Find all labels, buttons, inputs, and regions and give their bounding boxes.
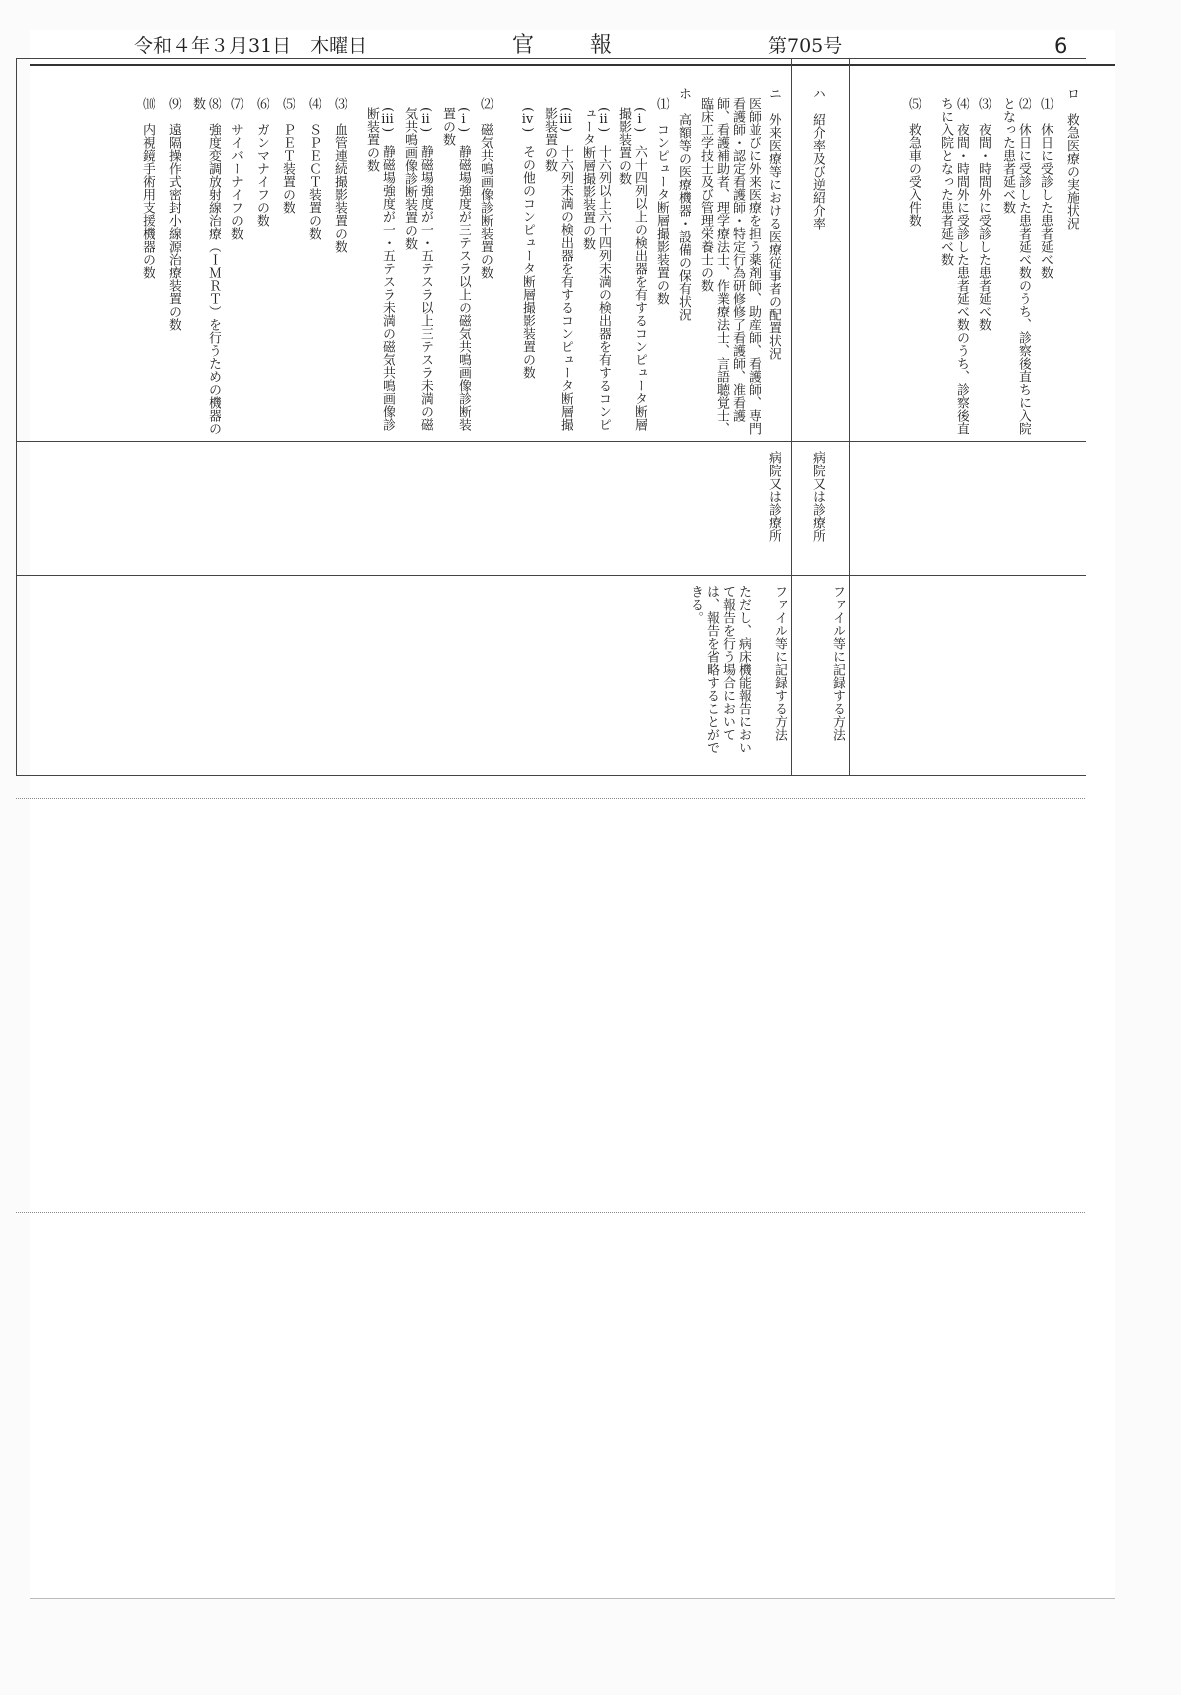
item-label: (ⅳ) その他のコンピュータ断層撮影装置の数 xyxy=(520,107,535,380)
item-label: ⑺ サイバーナイフの数 xyxy=(228,97,243,240)
table-column-divider xyxy=(849,59,850,775)
item-label: ⑷ ＳＰＥＣＴ装置の数 xyxy=(306,97,321,240)
reporting-note: ただし、病床機能報告において報告を行う場合においては、報告を省略することができる。 xyxy=(688,585,751,754)
item-label: ⑸ 救急車の受入件数 xyxy=(906,97,921,227)
item-sublabel: 医師並びに外来医療を担う薬剤師、助産師、看護師、専門看護師・認定看護師・特定行為研修修了看護師、准看護師、看護補助者、理学療法士、作業療法士、言語聴覚士、臨床工学技士及び管理栄養士の数 xyxy=(698,97,761,435)
item-label: (ⅱ) 十六列以上六十四列未満の検出器を有するコンピュータ断層撮影装置の数 xyxy=(580,107,611,432)
reporting-unit: 病院又は診療所 xyxy=(810,451,825,542)
item-label: ニ 外来医療等における医療従事者の配置状況 xyxy=(766,87,781,360)
item-label: ⑶ 血管連続撮影装置の数 xyxy=(332,97,347,253)
item-label: (ⅲ) 十六列未満の検出器を有するコンピュータ断層撮影装置の数 xyxy=(542,107,573,432)
item-label: ⑵ 磁気共鳴画像診断装置の数 xyxy=(478,97,493,279)
item-label: ⑹ ガンマナイフの数 xyxy=(254,97,269,227)
item-label: ⑴ 休日に受診した患者延べ数 xyxy=(1038,97,1053,279)
item-label: ⑴ コンピュータ断層撮影装置の数 xyxy=(654,97,669,305)
item-label: (ⅰ) 六十四列以上の検出器を有するコンピュータ断層撮影装置の数 xyxy=(616,107,647,432)
item-label: (ⅲ) 静磁場強度が一・五テスラ未満の磁気共鳴画像診断装置の数 xyxy=(364,107,395,432)
item-label: ⑻ 強度変調放射線治療（ＩＭＲＴ）を行うための機器の数 xyxy=(190,97,221,435)
dotted-rule xyxy=(16,798,1085,799)
item-label: ⑼ 遠隔操作式密封小線源治療装置の数 xyxy=(166,97,181,331)
reporting-items-table xyxy=(16,58,1086,776)
item-label: ⑵ 休日に受診した患者延べ数のうち、診察後直ちに入院となった患者延べ数 xyxy=(1000,97,1031,435)
header-date: 令和４年３月31日 木曜日 xyxy=(134,35,368,57)
item-label: ロ 救急医療の実施状況 xyxy=(1064,87,1079,230)
header-page-number: 6 xyxy=(1054,34,1068,58)
item-label: ハ 紹介率及び逆紹介率 xyxy=(810,87,825,230)
reporting-method: ファイル等に記録する方法 xyxy=(772,585,787,741)
item-label: (ⅰ) 静磁場強度が三テスラ以上の磁気共鳴画像診断装置の数 xyxy=(440,107,471,432)
header-title: 官報 xyxy=(512,33,669,58)
item-label: ⑸ ＰＥＴ装置の数 xyxy=(280,97,295,214)
reporting-method: ファイル等に記録する方法 xyxy=(830,585,845,741)
table-row-divider xyxy=(17,575,1086,576)
table-row-divider xyxy=(17,441,1086,442)
item-label: ホ 高額等の医療機器・設備の保有状況 xyxy=(676,87,691,321)
header-issue-number: 第705号 xyxy=(768,35,843,57)
item-label: (ⅱ) 静磁場強度が一・五テスラ以上三テスラ未満の磁気共鳴画像診断装置の数 xyxy=(402,107,433,432)
reporting-unit: 病院又は診療所 xyxy=(766,451,781,542)
table-column-divider xyxy=(791,59,792,775)
dotted-rule xyxy=(16,1212,1085,1213)
item-label: ⑶ 夜間・時間外に受診した患者延べ数 xyxy=(976,97,991,331)
item-label: ⑽ 内視鏡手術用支援機器の数 xyxy=(140,97,155,279)
item-label: ⑷ 夜間・時間外に受診した患者延べ数のうち、診察後直ちに入院となった患者延べ数 xyxy=(938,97,969,435)
